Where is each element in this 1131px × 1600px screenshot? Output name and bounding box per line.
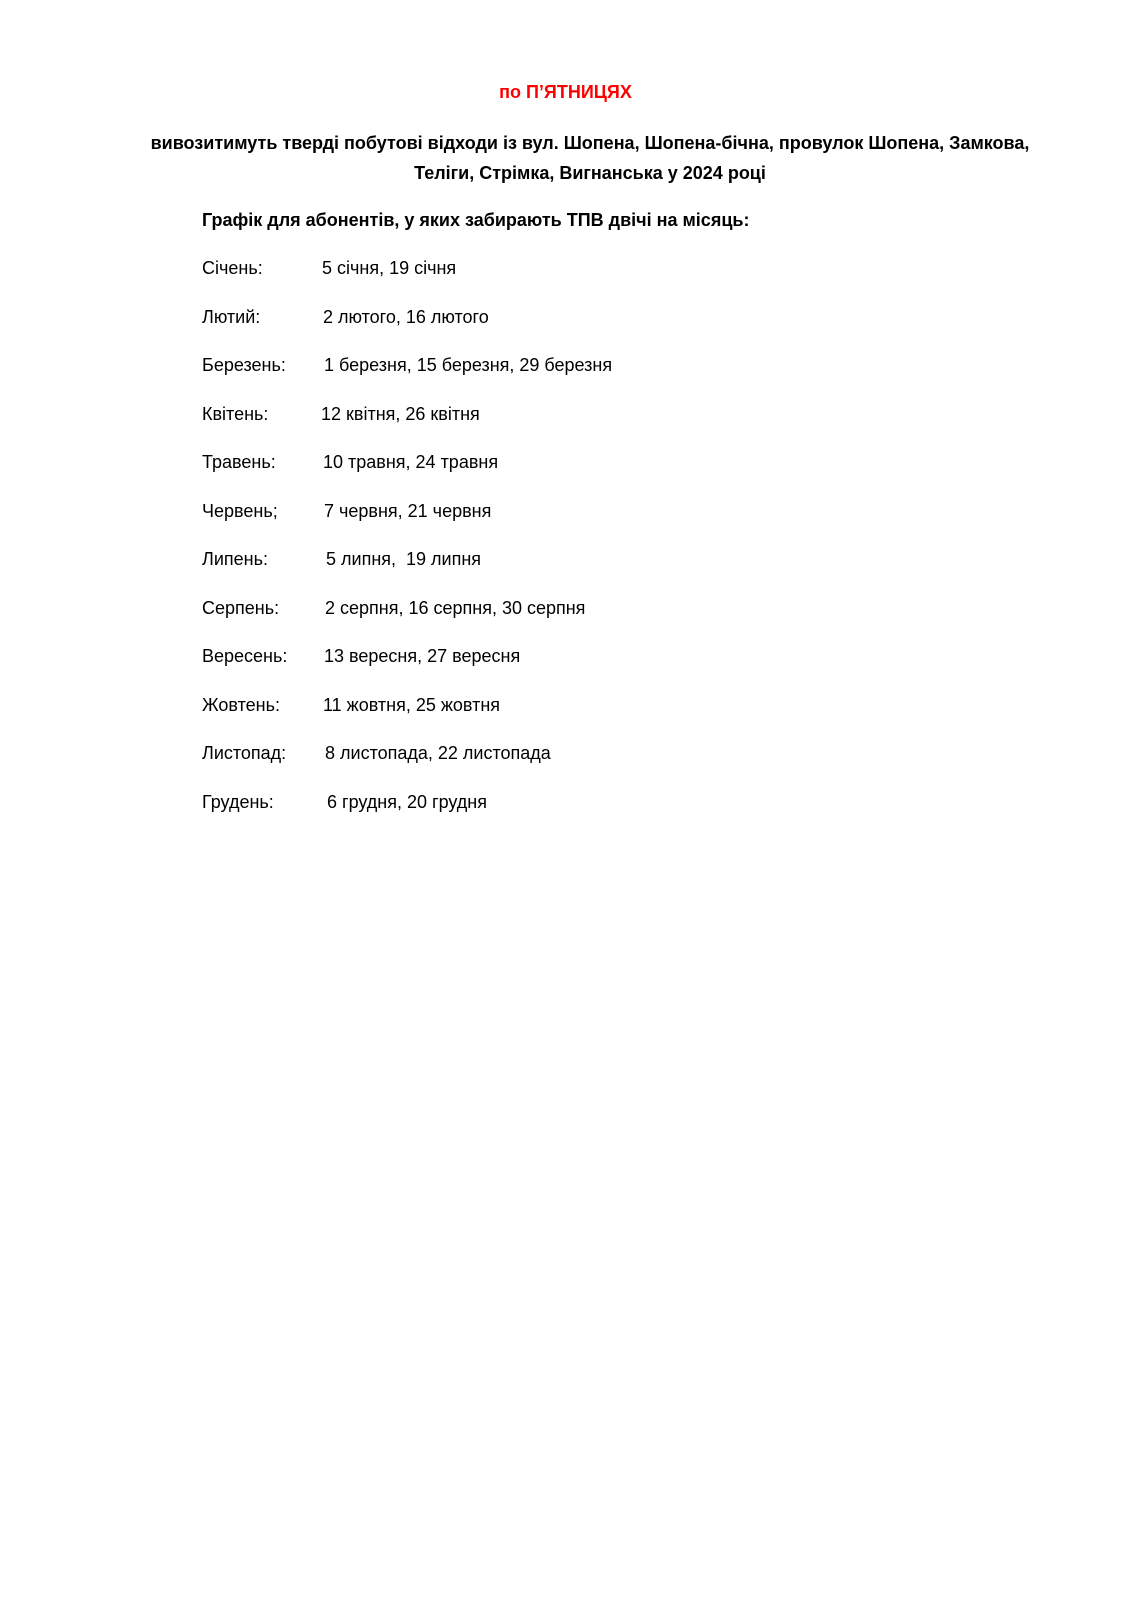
month-label: Січень: [202, 258, 263, 278]
month-dates: 2 серпня, 16 серпня, 30 серпня [325, 597, 586, 618]
schedule-row-may [202, 450, 902, 499]
subtitle-line-2: Теліги, Стрімка, Вигнанська у 2024 році [414, 163, 766, 183]
month-label: Жовтень: [202, 694, 280, 715]
schedule-list [202, 256, 902, 838]
schedule-row-november [202, 741, 902, 790]
schedule-row-april [202, 402, 902, 451]
schedule-row-january [202, 256, 902, 305]
month-label: Лютий: [202, 306, 261, 327]
subtitle-line-1: вивозитимуть тверді побутові відходи із вул. Шопена, Шопена-бічна, провулок Шопена, Замкова, [150, 133, 1030, 153]
month-label: Серпень: [202, 597, 280, 618]
month-dates: 8 листопада, 22 листопада [325, 743, 551, 763]
schedule-row-july [202, 547, 902, 596]
month-dates: 12 квітня, 26 квітня [321, 403, 480, 424]
document-title: по П’ЯТНИЦЯХ [499, 82, 632, 102]
month-dates: 1 березня, 15 березня, 29 березня [324, 355, 613, 375]
schedule-row-august [202, 596, 902, 645]
month-dates: 13 вересня, 27 вересня [324, 646, 521, 666]
month-label: Березень: [202, 355, 286, 375]
month-dates: 10 травня, 24 травня [323, 452, 499, 472]
month-dates: 2 лютого, 16 лютого [323, 306, 489, 327]
month-label: Травень: [202, 452, 276, 472]
schedule-row-december [202, 790, 902, 839]
schedule-row-june [202, 499, 902, 548]
month-dates: 5 січня, 19 січня [322, 258, 457, 278]
month-dates: 7 червня, 21 червня [324, 500, 492, 521]
schedule-heading: Графік для абонентів, у яких забирають ТПВ двічі на місяць: [202, 210, 750, 230]
month-label: Червень; [202, 500, 278, 521]
month-label: Грудень: [202, 791, 274, 812]
month-label: Вересень: [202, 646, 288, 666]
month-dates: 5 липня, 19 липня [326, 549, 482, 569]
month-label: Листопад: [202, 743, 287, 763]
schedule-row-september [202, 644, 902, 693]
month-dates: 11 жовтня, 25 жовтня [323, 694, 501, 715]
schedule-row-october [202, 693, 902, 742]
month-dates: 6 грудня, 20 грудня [327, 791, 487, 812]
month-label: Липень: [202, 549, 268, 569]
schedule-row-march [202, 353, 902, 402]
schedule-row-february [202, 305, 902, 354]
month-label: Квітень: [202, 403, 269, 424]
document-subtitle [130, 128, 1050, 188]
